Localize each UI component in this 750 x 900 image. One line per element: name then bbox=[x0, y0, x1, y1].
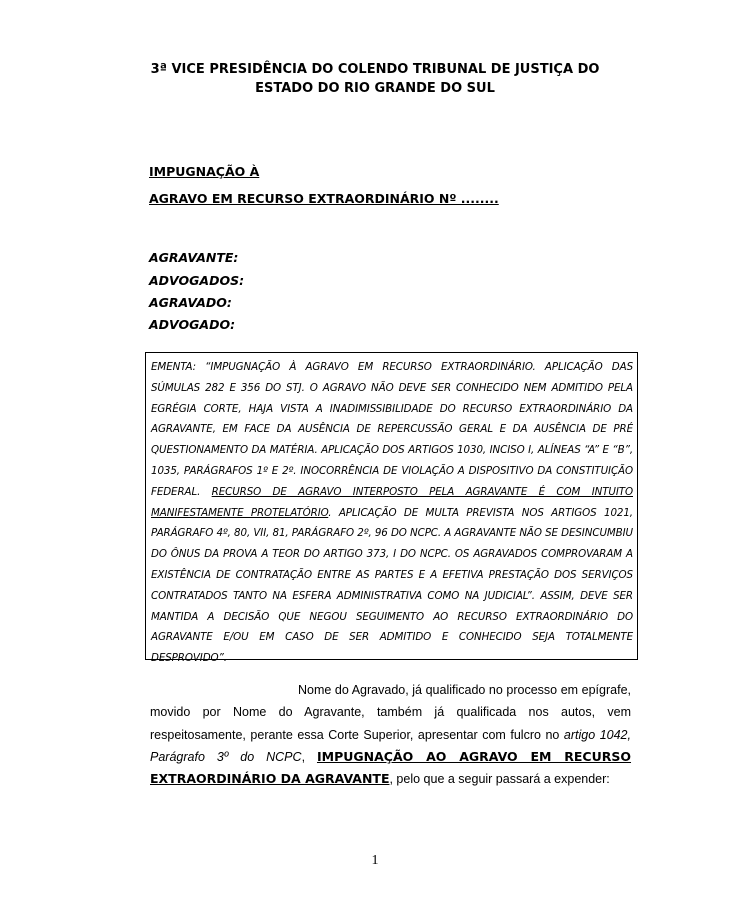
party-advogados: ADVOGADOS: bbox=[149, 273, 245, 288]
ementa-box bbox=[145, 352, 638, 665]
body-text-3: , pelo que a seguir passará a expender: bbox=[389, 772, 610, 787]
court-heading-line-2: ESTADO DO RIO GRANDE DO SUL bbox=[255, 81, 495, 96]
page-number: 1 bbox=[371, 853, 379, 868]
document-title-line-2: AGRAVO EM RECURSO EXTRAORDINÁRIO Nº ........ bbox=[149, 191, 499, 206]
body-text-2: , bbox=[301, 749, 317, 764]
party-agravado: AGRAVADO: bbox=[149, 295, 232, 310]
body-paragraph bbox=[150, 679, 631, 790]
body-bold-title: IMPUGNAÇÃO AO AGRAVO EM RECURSO EXTRAORDINÁRIO DA AGRAVANTE bbox=[150, 748, 632, 787]
body-text-1: Nome do Agravado, já qualificado no processo em epígrafe, movido por Nome do Agravante, também já qualificada nos autos, vem respeitosamente, perante essa Corte Superior, apresentar com fulcro no bbox=[150, 683, 631, 742]
party-advogado: ADVOGADO: bbox=[149, 317, 236, 332]
ementa-text-part-2: . APLICAÇÃO DE MULTA PREVISTA NOS ARTIGOS 1021, PARÁGRAFO 4º, 80, VII, 81, PARÁGRAFO 2º, 96 DO NCPC. A AGRAVANTE NÃO SE DESINCUMBIU DO ÔNUS DA PROVA A TEOR DO ARTIGO 373, I DO NCPC. OS AGRAVADOS COMPROVARAM A EXISTÊNCIA DE CONTRATAÇÃO ENTRE AS PARTES E A EFETIVA PRESTAÇÃO DOS SERVIÇOS CONTRATADOS TANTO NA ESFERA ADMINISTRATIVA COMO NA JUDICIAL”. ASSIM, DEVE SER MANTIDA A DECISÃO QUE NEGOU SEGUIMENTO AO RECURSO EXTRAORDINÁRIO DO AGRAVANTE E/OU EM CASO DE SER ADMITIDO E CONHECIDO SEJA TOTALMENTE DESPROVIDO”. bbox=[151, 506, 633, 665]
ementa-underlined-text: RECURSO DE AGRAVO INTERPOSTO PELA AGRAVANTE É COM INTUITO MANIFESTAMENTE PROTELATÓRIO bbox=[151, 485, 633, 519]
body-italic-reference: artigo 1042, Parágrafo 3º do NCPC bbox=[150, 727, 631, 764]
ementa-text-part-1: EMENTA: “IMPUGNAÇÃO À AGRAVO EM RECURSO EXTRAORDINÁRIO. APLICAÇÃO DAS SÚMULAS 282 E 356 DO STJ. O AGRAVO NÃO DEVE SER CONHECIDO NEM ADMITIDO PELA EGRÉGIA CORTE, HAJA VISTA A INADIMISSIBILIDADE DO RECURSO EXTRAORDINÁRIO DA AGRAVANTE, EM FACE DA AUSÊNCIA DE REPERCUSSÃO GERAL E DA AUSÊNCIA DE PRÉ QUESTIONAMENTO DA MATÉRIA. APLICAÇÃO DOS ARTIGOS 1030, INCISO I, ALÍNEAS “A” E “B”, 1035, PARÁGRAFOS 1º E 2º. INOCORRÊNCIA DE VIOLAÇÃO A DISPOSITIVO DA CONSTITUIÇÃO FEDERAL. bbox=[151, 361, 633, 498]
document-title-line-1: IMPUGNAÇÃO À bbox=[149, 164, 260, 179]
party-agravante: AGRAVANTE: bbox=[149, 250, 239, 265]
court-heading-line-1: 3ª VICE PRESIDÊNCIA DO COLENDO TRIBUNAL DE JUSTIÇA DO bbox=[150, 62, 600, 77]
